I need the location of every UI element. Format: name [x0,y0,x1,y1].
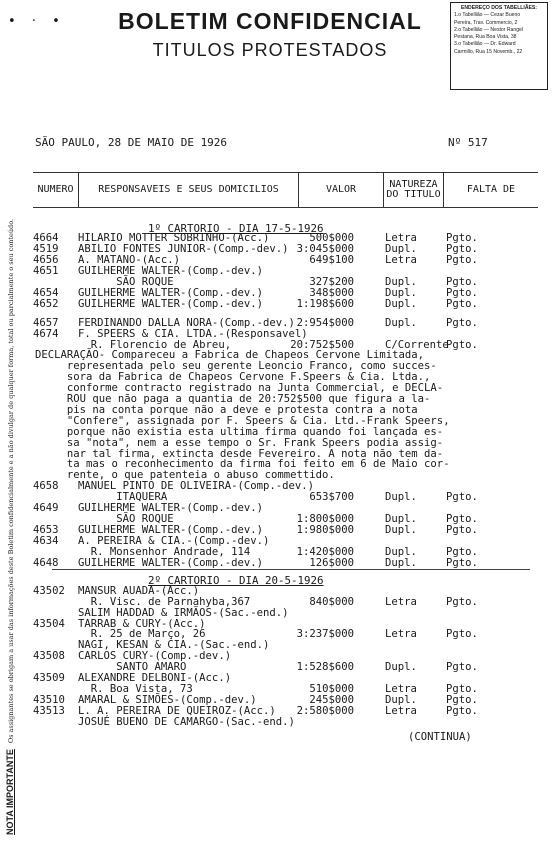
entry-responsible: GUILHERME WALTER-(Comp.-dev.) [78,523,263,536]
entry-responsible: GUILHERME WALTER-(Comp.-dev.) [78,297,263,310]
section-heading: 1º CARTORIO - DIA 17-5-1926 [148,222,324,235]
entry-nature: Dupl. [385,276,417,288]
entry-number: 43502 [33,584,65,597]
entry-responsible: F. SPEERS & CIA. LTDA.-(Responsavel) [78,327,308,340]
entry-value: 2:580$000 [296,704,354,717]
entry-responsible: R. Boa Vista, 73 [78,682,193,695]
entry-nature: C/Corrente [385,338,449,351]
entry-responsible: MANSUR AUADA-(Acc.) [78,584,200,597]
entry-nature: Dupl. [385,243,417,256]
declaration-text: representada pelo seu gerente Leoncio Franco, como succes- [35,360,437,373]
entry-nature: Dupl. [385,286,417,299]
entry-falta: Pgto. [446,254,478,267]
entry-value: 1:420$000 [296,545,354,558]
entry-responsible: CARLOS CURY-(Comp.-dev.) [78,650,232,663]
entry-responsible: ITAQUERA [78,491,168,504]
entry-value: 3:237$000 [296,628,354,641]
address-line: Pestana, Rua Boa Vista, 38 [454,34,517,41]
address-line: Carmillo, Rua 15 Novemb., 22 [454,48,523,55]
entry-value: 1:980$000 [296,523,354,536]
entry-number: 4649 [33,502,59,514]
side-note-label: NOTA IMPORTANTE [5,749,15,835]
entry-number: 4654 [33,286,59,299]
entry-responsible: R. Monsenhor Andrade, 114 [78,545,251,558]
entry-responsible: NAGI, KESAN & CIA.-(Sac.-end.) [78,639,270,652]
declaration-text: DECLARAÇÃO- Compareceu a Fabrica de Chapeos Cervone Limitada, [35,349,425,362]
entry-responsible: GUILHERME WALTER-(Comp.-dev.) [78,556,263,569]
declaration-text: conforme contracto registrado na Junta Commercial, e DECLA- [35,382,444,395]
entry-value: 649$100 [309,254,354,267]
entry-value: 653$700 [309,491,354,504]
declaration-text: nar tal firma, extincta desde Fevereiro. A nota não tem da- [35,447,444,460]
entry-value: 20:752$500 [290,338,354,351]
entry-number: 4664 [33,232,59,245]
entry-nature: Dupl. [385,661,417,674]
entry-responsible: SALIM HADDAD & IRMÃOS-(Sac.-end.) [78,606,289,619]
address-box-heading: ENDEREÇO DOS TABELLIÃES: [460,5,538,11]
entry-nature: Dupl. [385,297,417,310]
declaration-text: ta mas o reconhecimento da firma foi feito em 6 de Maio cor- [35,458,450,471]
entry-responsible: SÃO ROQUE [78,512,174,525]
entry-falta: Pgto. [446,491,478,504]
entry-value: 840$000 [309,595,354,608]
entry-number: 4657 [33,316,59,329]
continue-note: (CONTINUA) [408,730,472,743]
issue-number: Nº 517 [448,136,488,149]
entry-value: 348$000 [309,286,354,299]
entry-falta: Pgto. [446,316,478,329]
entry-responsible: A. MATANO-(Acc.) [78,254,181,267]
entry-responsible: A. PEREIRA & CIA.-(Comp.-dev.) [78,534,270,547]
address-line: 3.o Tabellião — Dr. Edward [454,41,516,48]
col-valor: VALOR [298,173,383,207]
entry-responsible: AMARAL & SIMÕES-(Comp.-dev.) [78,693,257,706]
entry-falta: Pgto. [446,523,478,536]
entry-falta: Pgto. [446,512,478,525]
entry-responsible: L. A. PEREIRA DE QUEIROZ-(Acc.) [78,704,276,717]
entry-number: 4652 [33,297,59,310]
entry-number: 4519 [33,243,59,256]
entry-responsible: SANTO AMARO [78,661,187,674]
entry-responsible: GUILHERME WALTER-(Comp.-dev.) [78,265,263,278]
entry-nature: Letra [385,595,417,608]
entry-responsible: FERDINANDO DALLA NORA-(Comp.-dev.) [78,316,295,329]
entry-number: 4656 [33,254,59,267]
date-line: SÃO PAULO, 28 DE MAIO DE 1926 [35,136,228,149]
entry-number: 4651 [33,265,59,278]
section-rule [52,569,530,570]
entry-falta: Pgto. [446,232,478,245]
entry-responsible: TARRAB & CURY-(Acc.) [78,617,206,630]
declaration-text: rente, o que patenteia o abuso commettido. [35,469,335,482]
entry-number: 43509 [33,672,65,684]
entry-value: 245$000 [309,693,354,706]
entry-value: 500$000 [309,232,354,245]
declaration-text: ROU que não paga a quantia de 20:752$500 que figura a la- [35,393,431,405]
entry-value: 1:198$600 [296,297,354,310]
entry-responsible: GUILHERME WALTER-(Comp.-dev.) [78,286,263,299]
entry-responsible: SÃO ROQUE [78,276,174,288]
entry-falta: Pgto. [446,595,478,608]
entry-value: 327$200 [309,276,354,288]
entry-nature: Letra [385,682,417,695]
entry-falta: Pgto. [446,661,478,674]
side-note-text: Os assignantes se obrigam a usar das informações deste Boletim confidencialmente e a não divulgar de qualquer forma, total ou parcialmente o seu conteúdo. [7,218,15,744]
entry-nature: Dupl. [385,693,417,706]
entry-falta: Pgto. [446,338,478,351]
entry-number: 43504 [33,617,65,630]
col-responsaveis: RESPONSAVEIS E SEUS DOMICILIOS [78,173,298,207]
entry-value: 1:800$000 [296,512,354,525]
page-title: BOLETIM CONFIDENCIAL [118,8,422,34]
entry-responsible: GUILHERME WALTER-(Comp.-dev.) [78,502,263,514]
entry-nature: Dupl. [385,512,417,525]
entry-value: 1:528$600 [296,661,354,674]
entry-nature: Dupl. [385,316,417,329]
entry-nature: Letra [385,628,417,641]
entry-falta: Pgto. [446,704,478,717]
entry-responsible: JOSUÉ BUENO DE CAMARGO-(Sac.-end.) [78,715,295,728]
entry-falta: Pgto. [446,556,478,569]
declaration-text: "Confere", assignada por F. Speers & Cia. Ltd.-Frank Speers, [35,414,450,427]
entry-value: 510$000 [309,682,354,695]
entry-nature: Dupl. [385,491,417,504]
entry-number: 43508 [33,650,65,663]
entry-falta: Pgto. [446,682,478,695]
entry-number: 4674 [33,327,59,340]
header-dots: • · • [8,14,66,29]
entry-number: 4653 [33,523,59,536]
entry-falta: Pgto. [446,628,478,641]
declaration-text: pis na conta porque não a deve e protesta contra a nota [35,403,418,416]
col-numero: NUMERO [37,184,74,195]
entry-nature: Letra [385,254,417,267]
entry-falta: Pgto. [446,276,478,288]
entry-falta: Pgto. [446,693,478,706]
col-falta: FALTA DE [443,173,538,207]
address-line: 1.o Tabellião — Cezar Bueno [454,12,521,19]
address-line: 2.o Tabellião — Nestor Rangel [454,26,523,33]
entry-value: 3:045$000 [296,243,354,256]
entry-responsible: ALEXANDRE DELBONI-(Acc.) [78,672,232,684]
entry-nature: Letra [385,232,417,245]
entry-number: 43513 [33,704,65,717]
entry-responsible: MANUEL PINTO DE OLIVEIRA-(Comp.-dev.) [78,480,314,493]
section-heading: 2º CARTORIO - DIA 20-5-1926 [148,574,324,588]
entry-nature: Dupl. [385,556,417,569]
entry-responsible: R. Visc. de Parnahyba,367 [78,595,251,608]
entry-responsible: R. 25 de Março, 26 [78,628,206,641]
entry-responsible: HILARIO MOTTER SOBRINHO-(Acc.) [78,232,270,245]
entry-responsible: R. Florencio de Abreu, [78,338,232,351]
entry-falta: Pgto. [446,545,478,558]
entry-number: 43510 [33,693,65,706]
col-natureza: NATUREZA DO TITULO [383,173,443,207]
entry-number: 4658 [33,480,59,493]
entry-falta: Pgto. [446,286,478,299]
entry-value: 2:954$000 [296,316,354,329]
entry-number: 4634 [33,534,59,547]
address-line: Pereira, Trav. Commercio, 2 [454,19,518,26]
page-subtitle: TITULOS PROTESTADOS [152,40,388,60]
declaration-text: sora da Fabrica de Chapeos Cervone F.Speers & Cia. Ltda., [35,371,431,384]
entry-number: 4648 [33,556,59,569]
entry-nature: Dupl. [385,523,417,536]
entry-falta: Pgto. [446,243,478,256]
entry-value: 126$000 [309,556,354,569]
entry-responsible: ABILIO FONTES JUNIOR-(Comp.-dev.) [78,243,289,256]
entry-nature: Dupl. [385,545,417,558]
entry-falta: Pgto. [446,297,478,310]
entry-nature: Letra [385,704,417,717]
declaration-text: porque não existia esta ultima firma quando foi lançada es- [35,425,444,438]
declaration-text: sa "nota", nem a esse tempo o Sr. Frank Speers podia assig- [35,436,444,449]
